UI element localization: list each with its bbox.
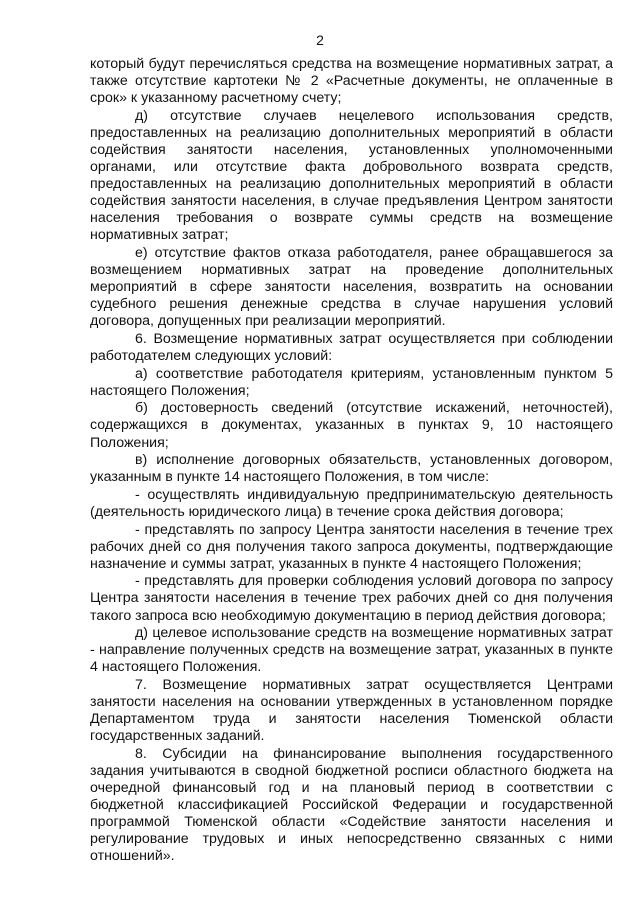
paragraph-section-8: 8. Субсидии на финансирование выполнения государственного задания учитываются в сводной бюджетной росписи областного бюджета на очередной финансовый год и на плановый период в соответствии с бюджетной классификацией Российской Федерации и государственной программой Тюменской области «Содействие занятости населения и регулирование трудовых и иных непосредственно связанных с ними отношений». <box>90 745 613 865</box>
paragraph-dash-3: - представлять для проверки соблюдения условий договора по запросу Центра занятости населения в течение трех рабочих дней со дня получения такого запроса всю необходимую документацию в период действия договора; <box>90 573 613 624</box>
paragraph-item-v: в) исполнение договорных обязательств, установленных договором, указанным в пункте 14 настоящего Положения, в том числе: <box>90 452 613 486</box>
paragraph-item-d-misuse: д) отсутствие случаев нецелевого использования средств, предоставленных на реализацию дополнительных мероприятий в области содействия занятости населения, установленных уполномоченными органами, или отсутствие факта добровольного возврата средств, предоставленных на реализацию дополнительных мероприятий в области содействия занятости населения, в случае предъявления Центром занятости населения требования о возврате суммы средств на возмещение нормативных затрат; <box>90 107 613 244</box>
paragraph-item-a: а) соответствие работодателя критериям, установленным пунктом 5 настоящего Положения; <box>90 365 613 399</box>
paragraph-item-d-target-use: д) целевое использование средств на возмещение нормативных затрат - направление полученных средств на возмещение затрат, указанных в пункте 4 настоящего Положения. <box>90 625 613 676</box>
paragraph-continuation: который будут перечисляться средства на возмещение нормативных затрат, а также отсутствие картотеки № 2 «Расчетные документы, не оплаченные в срок» к указанному расчетному счету; <box>90 56 613 107</box>
paragraph-item-e-refusal: е) отсутствие фактов отказа работодателя, ранее обращавшегося за возмещением нормативных затрат на проведение дополнительных мероприятий в сфере занятости населения, возвратить на основании судебного решения денежные средства в случае нарушения условий договора, допущенных при реализации мероприятий. <box>90 245 613 330</box>
paragraph-section-6: 6. Возмещение нормативных затрат осуществляется при соблюдении работодателем следующих условий: <box>90 331 613 365</box>
paragraph-section-7: 7. Возмещение нормативных затрат осуществляется Центрами занятости населения на основании утвержденных в установленном порядке Департаментом труда и занятости населения Тюменской области государственных заданий. <box>90 676 613 745</box>
paragraph-dash-2: - представлять по запросу Центра занятости населения в течение трех рабочих дней со дня получения такого запроса документы, подтверждающие назначение и суммы затрат, указанных в пункте 4 настоящего Положения; <box>90 521 613 572</box>
document-body <box>90 56 613 866</box>
page-number: 2 <box>316 32 324 48</box>
paragraph-item-b: б) достоверность сведений (отсутствие искажений, неточностей), содержащихся в документах, указанных в пунктах 9, 10 настоящего Положения; <box>90 400 613 451</box>
paragraph-dash-1: - осуществлять индивидуальную предпринимательскую деятельность (деятельность юридического лица) в течение срока действия договора; <box>90 486 613 520</box>
